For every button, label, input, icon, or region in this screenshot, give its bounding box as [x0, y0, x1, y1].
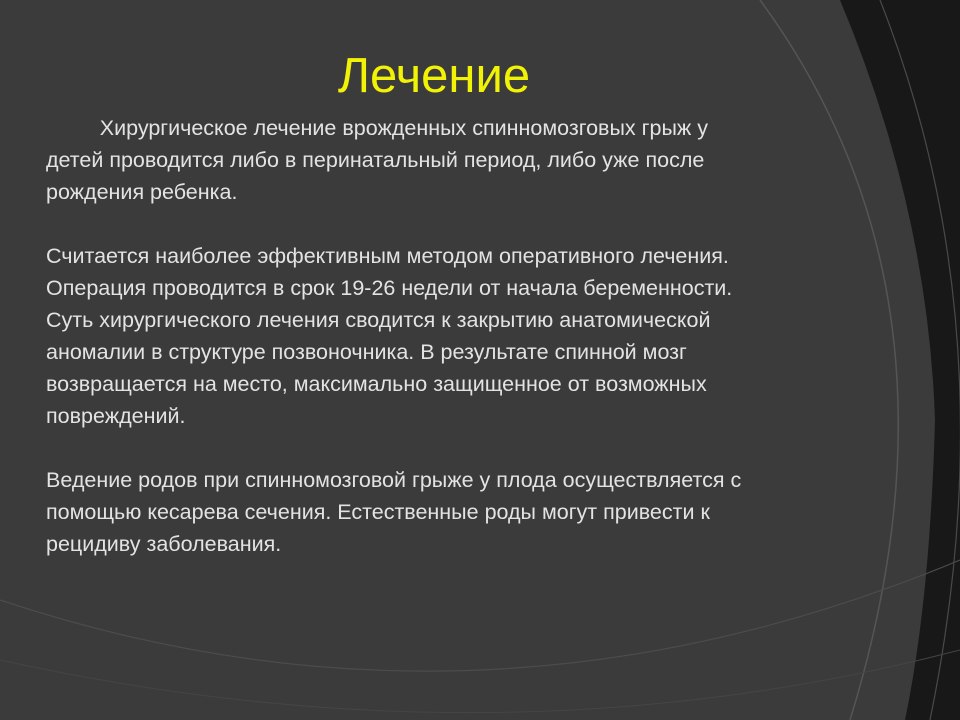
paragraph-delivery: Ведение родов при спинномозговой грыже у плода осуществляется с помощью кесарева сечения. Естественные роды могут привести к рецидиву заболевания. — [46, 468, 742, 556]
slide-title: Лечение — [337, 49, 531, 103]
paragraph-method: Считается наиболее эффективным методом оперативного лечения. Операция проводится в срок 19-26 недели от начала беременности. Суть хирургического лечения сводится к закрытию анатомической аномалии в структуре позвоночника. В результате спинной мозг возвращается на место, максимально защищенное от возможных повреждений. — [46, 244, 733, 428]
paragraph-gap — [46, 432, 926, 464]
paragraph-gap — [46, 208, 926, 240]
slide-body — [46, 112, 926, 560]
paragraph-intro: Хирургическое лечение врожденных спинномозговых грыж у детей проводится либо в перинатальный период, либо уже после рождения ребенка. — [46, 116, 709, 204]
